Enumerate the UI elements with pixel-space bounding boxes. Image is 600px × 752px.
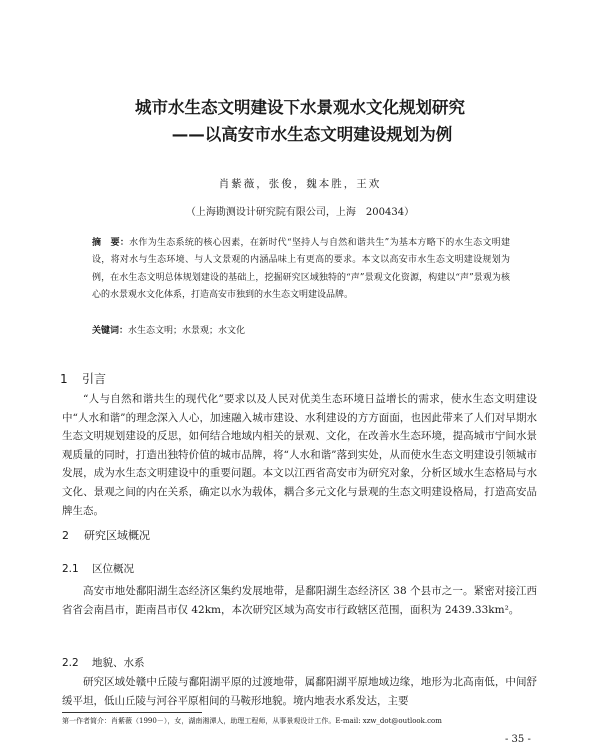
keywords <box>92 323 510 336</box>
section-2-2-body <box>62 673 537 710</box>
section-1-paragraph: “人与自然和谐共生的现代化”要求以及人民对优美生态环境日益增长的需求，使水生态文明建设中“人水和谐”的理念深入人心，加速融入城市建设、水利建设的方方面面，也因此带来了人们对早期水生态文明规划建设的反思，如何结合地域内相关的景观、文化，在改善水生态环境，提高城市宁间水景观质量的同时，打造出独特价值的城市品牌，将“人水和谐”落到实处，从而使水生态文明建设引领城市发展，成为水生态文明建设中的重要问题。本文以江西省高安市为研究对象，分析区域水生态格局与水文化、景观之间的内在关系，确定以水为载体，耦合多元文化与景观的生态文明建设格局，打造高安品牌生态。 <box>62 393 537 517</box>
section-2-1-paragraph: 高安市地处鄱阳湖生态经济区集约发展地带，是鄱阳湖生态经济区 38 个县市之一。紧密对接江西省省会南昌市，距南昌市仅 42km，本次研究区域为高安市行政辖区范围，面积为 2439.33km²。 <box>62 585 537 616</box>
abstract-text: 水作为生态系统的核心因素，在新时代“坚持人与自然和谐共生”为基本方略下的水生态文明建设，将对水与生态环境、与人文景观的内涵品味上有更高的要求。本文以高安市水生态文明建设规划为例，在水生态文明总体规划建设的基础上，挖掘研究区域独特的“声”景观文化资源，构建以“声”景观为核心的水景观水文化体系，打造高安市独到的水生态文明建设品牌。 <box>92 238 510 300</box>
section-1-number: 1 <box>60 372 68 386</box>
section-2-1-title: 区位概况 <box>92 563 134 575</box>
section-1-heading <box>60 370 106 387</box>
section-2-1-number: 2.1 <box>62 563 79 575</box>
footnote: 第一作者简介：肖紫薇（1990－），女，湖南湘潭人，助理工程师，从事景观设计工作。E-mail: xzw_dot@outlook.com <box>62 717 442 725</box>
section-2-heading <box>62 527 150 543</box>
abstract-label: 摘 要： <box>92 238 130 248</box>
authors: 肖紫薇，张俊，魏本胜，王欢 <box>218 178 382 190</box>
section-2-1-body <box>62 582 537 619</box>
paper-title: 城市水生态文明建设下水景观水文化规划研究 <box>135 98 465 117</box>
section-2-2-number: 2.2 <box>62 657 79 669</box>
section-2-2-paragraph: 研究区域处赣中丘陵与鄱阳湖平原的过渡地带，属鄱阳湖平原地域边缘，地形为北高南低，中间舒缓平坦，低山丘陵与河谷平原相间的马鞍形地貌。境内地表水系发达，主要 <box>62 676 537 707</box>
keywords-label: 关键词： <box>92 326 129 336</box>
section-1-title: 引言 <box>82 372 107 386</box>
abstract <box>92 235 510 304</box>
page-number: - 35 - <box>505 734 531 745</box>
section-2-2-heading <box>62 655 145 670</box>
keywords-text: 水生态文明；水景观；水文化 <box>128 326 246 336</box>
section-2-1-heading <box>62 561 134 576</box>
section-1-body <box>62 390 537 520</box>
affiliation: （上海勘测设计研究院有限公司，上海 200434） <box>185 207 415 218</box>
footnote-divider <box>62 712 202 713</box>
paper-subtitle: ——以高安市水生态文明建设规划为例 <box>171 125 453 144</box>
section-2-title: 研究区域概况 <box>84 529 150 542</box>
section-2-number: 2 <box>62 529 69 542</box>
section-2-2-title: 地貌、水系 <box>92 657 145 669</box>
